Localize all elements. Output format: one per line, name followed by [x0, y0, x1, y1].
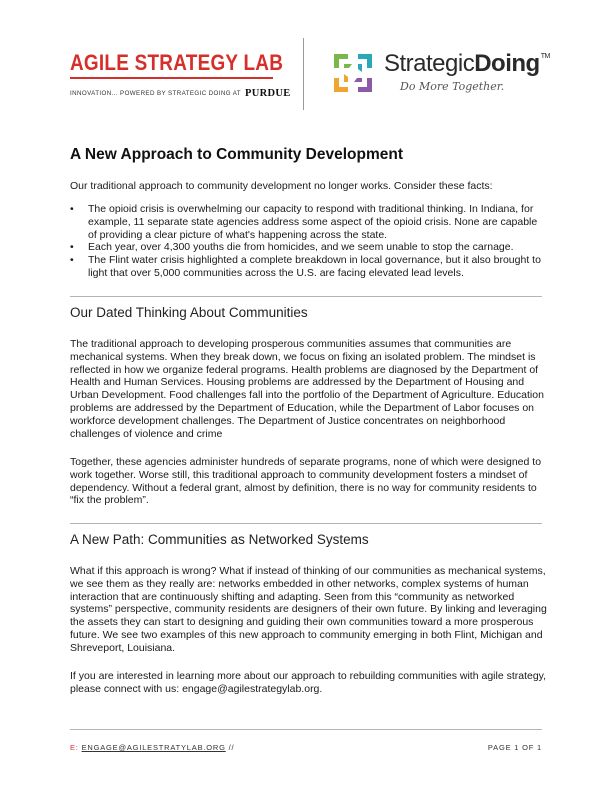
sd-wordmark-light: Strategic: [384, 50, 475, 77]
page-number: PAGE 1 OF 1: [487, 743, 542, 752]
footer-contact: [70, 743, 234, 752]
fact-text: The opioid crisis is overwhelming our capacity to respond with traditional thinking. In Indiana, for example, 11 separate state agencies address some aspect of the opioid crisis. None are capable of providing a clear picture of what's happening across the state.: [88, 203, 538, 241]
email-label: E:: [70, 743, 79, 752]
section2-paragraph-1: [70, 565, 550, 655]
logo-inner-green: [344, 64, 352, 68]
asl-tagline-text: INNOVATION... POWERED BY STRATEGIC DOING AT: [70, 90, 241, 97]
intro-text: Our traditional approach to community development no longer works. Consider these facts:: [70, 180, 493, 192]
list-item: [70, 203, 548, 241]
header-divider: [303, 38, 304, 110]
section-divider: [70, 296, 542, 297]
section1-text-1: The traditional approach to developing prosperous communities assumes that communities are mechanical systems. When they break down, we focus on fixing an isolated problem. The mindset is reflected in how we organize federal programs. Health problems are diagnosed by the Department of Health and Human Services. Housing problems are addressed by the Department of Housing and Urban Development. Food challenges fall into the portfolio of the Department of Agriculture. Education problems are addressed by the Department of Education, while the Department of Labor focuses on workforce development challenges. The Department of Justice concentrates on neighborhood challenges of violence and crime: [70, 338, 544, 440]
list-item: [70, 254, 548, 280]
intro-paragraph: [70, 180, 550, 193]
bullet-glyph: •: [70, 241, 74, 254]
section2-text-1: What if this approach is wrong? What if instead of thinking of our communities as mechanical systems, we see them as they really are: networks embedded in other networks, complex systems of human interaction that are continuously shifting and adapting. Seen from this “community as networked systems” perspective, community residents are designers of their own future. By linking and leveraging the assets they can start to designing and guiding their own communities toward a more prosperous future. We see two examples of this new approach to community emerging in both Flint, Michigan and Shreveport, Louisiana.: [70, 565, 547, 654]
section1-paragraph-1: [70, 338, 550, 440]
section1-paragraph-2: [70, 456, 550, 507]
sd-wordmark-bold: Doing: [474, 50, 540, 77]
facts-list: [70, 203, 548, 280]
strategic-doing-tagline: Do More Together.: [400, 80, 505, 93]
strategic-doing-wordmark: [384, 50, 550, 78]
purdue-wordmark: PURDUE: [245, 88, 291, 99]
asl-tagline: [70, 87, 291, 98]
fact-text: The Flint water crisis highlighted a complete breakdown in local governance, but it also brought to light that over 5,000 communities across the U.S. are facing elevated lead levels.: [88, 254, 541, 279]
section-divider: [70, 523, 542, 524]
logo-inner-purple: [354, 78, 362, 82]
section2-text-2: If you are interested in learning more about our approach to rebuilding communities with agile strategy, please connect with us: engage@agilestrategylab.org.: [70, 670, 547, 695]
section2-paragraph-2: [70, 670, 550, 696]
trademark-symbol: TM: [540, 53, 550, 60]
list-item: [70, 241, 548, 254]
bullet-glyph: •: [70, 203, 74, 215]
fact-text: Each year, over 4,300 youths die from homicides, and we seem unable to stop the carnage.: [88, 241, 514, 254]
agile-strategy-lab-logo: AGILE STRATEGY LAB: [70, 50, 284, 75]
section1-text-2: Together, these agencies administer hundreds of separate programs, none of which were designed to work together. Worse still, this traditional approach to community development fosters a mindset of dependency. Without a federal grant, almost by definition, there is no way for community residents to “fix the problem”.: [70, 456, 542, 507]
bullet-glyph: •: [70, 254, 74, 267]
footer-separator: //: [228, 743, 235, 752]
footer-divider: [70, 729, 542, 730]
footer-email-link[interactable]: ENGAGE@AGILESTRATYLAB.ORG: [81, 743, 226, 752]
logo-inner-teal: [358, 64, 362, 72]
page-title: A New Approach to Community Development: [70, 146, 403, 163]
section-heading-new-path: A New Path: Communities as Networked Systems: [70, 532, 369, 547]
strategic-doing-logo-icon: [330, 50, 376, 96]
section-heading-dated-thinking: Our Dated Thinking About Communities: [70, 305, 308, 320]
logo-inner-orange: [344, 74, 348, 82]
logo-underline: [70, 77, 273, 79]
